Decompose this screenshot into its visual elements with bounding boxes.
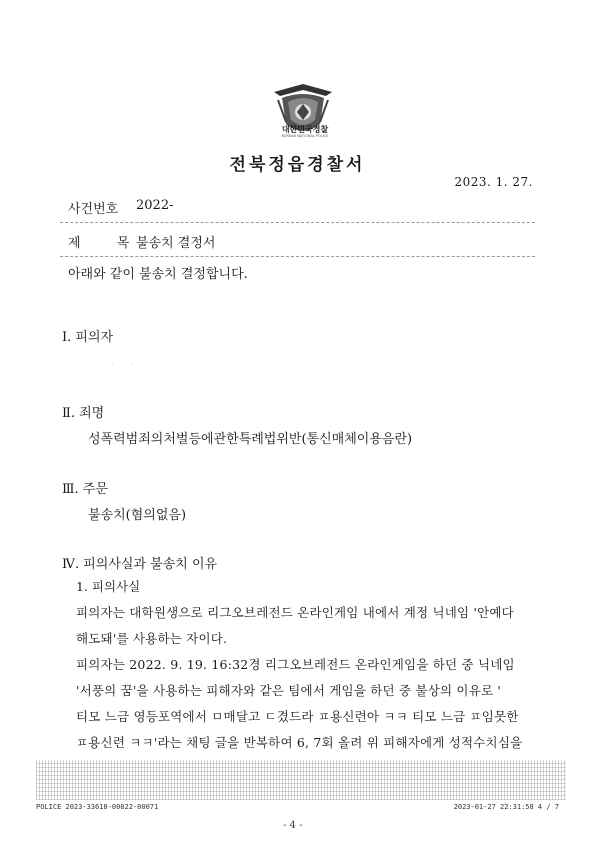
footer-document-id: POLICE 2023-33618-00822-00071 [36,803,159,811]
paragraph-line: '서풍의 꿈'을 사용하는 피해자와 같은 팀에서 게임을 하던 중 불상의 이유로 ' [76,683,502,698]
case-number-value: 2022- [136,198,174,213]
subject-label: 제 목 [68,236,146,251]
organization-name: 대한민국경찰 [281,125,329,134]
divider [60,256,535,257]
paragraph-line: 티모 느금 영등포역에서 ㅁ매달고 ㄷ겼드라 ㅍ용신련아 ㅋㅋ 티모 느금 ㅍ임못한 [76,709,519,724]
section-heading-charge: Ⅱ. 죄명 [62,406,105,421]
paragraph-line: 피의자는 2022. 9. 19. 16:32경 리그오브레전드 온라인게임을 하던 중 닉네임 [76,657,515,672]
paragraph-line: ㅍ용신련 ㅋㅋ'라는 채팅 글을 반복하여 6, 7회 올려 위 피해자에게 성적수치심을 [76,735,523,750]
paragraph-line: 피의자는 대학원생으로 리그오브레전드 온라인게임 내에서 계정 닉네임 '안예다 [76,605,514,620]
section-heading-facts: Ⅳ. 피의사실과 불송치 이유 [62,557,218,572]
intro-sentence: 아래와 같이 불송치 결정합니다. [68,267,248,282]
divider [60,222,535,223]
footer-mark: - 4 - [283,820,303,831]
footer-timestamp: 2023-01-27 22:31:58 4 / 7 [453,803,559,811]
document-title: 전북정읍경찰서 [229,155,366,175]
organization-name-english: KOREAN NATIONAL POLICE [281,134,329,138]
charge-text: 성폭력범죄의처벌등에관한특례법위반(통신매체이용음란) [88,432,413,447]
paragraph-line: 해도돼'를 사용하는 자이다. [76,631,228,646]
redacted-marks: · · · [92,362,142,369]
case-number-label: 사건번호 [68,202,119,217]
document-date: 2023. 1. 27. [454,175,533,189]
order-text: 불송치(혐의없음) [88,508,187,523]
section-heading-order: Ⅲ. 주문 [62,482,108,497]
section-heading-suspect: Ⅰ. 피의자 [62,330,114,345]
scan-noise-band [36,760,566,800]
subject-value: 불송치 결정서 [136,236,216,251]
subsection-heading-facts: 1. 피의사실 [76,579,141,594]
